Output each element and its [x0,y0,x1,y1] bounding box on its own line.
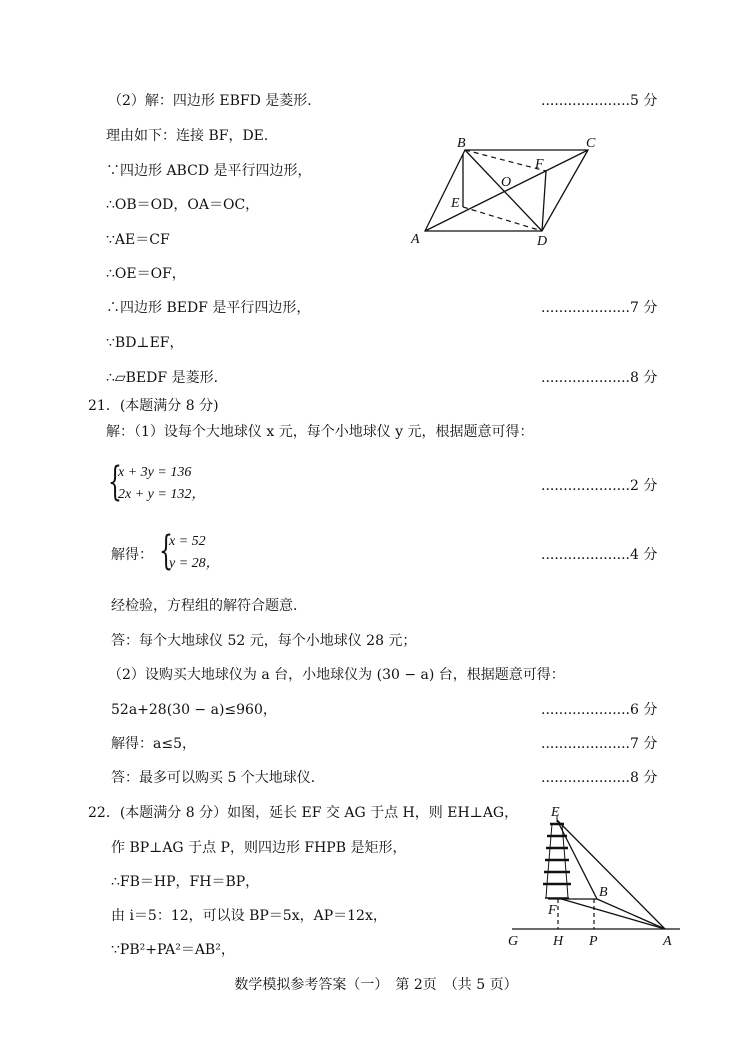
dashed-bf [465,150,546,171]
q21-part-2: （2）设购买大地球仪为 a 台，小地球仪为 (30 − a) 台，根据题意可得： [108,667,565,683]
label-f: F [535,157,544,172]
label-p: P [589,934,598,949]
diagonal-bd [465,150,542,231]
q20-score-7: ....................7 分 [541,300,658,316]
q21-system-brace: { [108,459,122,505]
label-d: D [537,234,548,249]
q20-score-8: ....................8 分 [541,370,658,386]
q21-solve-label: 解得： [111,547,153,563]
q21-score-8: ....................8 分 [541,770,658,786]
q21-solution-system [159,528,249,575]
q21-eq-1: x + 3y = 136 [118,465,192,480]
q21-solution-brace: { [159,528,173,574]
q20-line-2: 理由如下：连接 BF，DE． [106,128,278,144]
q21-sol-y: y = 28， [169,556,220,571]
q21-check: 经检验，方程组的解符合题意． [111,598,307,614]
q21-answer-2: 答：最多可以购买 5 个大地球仪． [111,770,325,786]
q21-eq-2: 2x + y = 132， [118,487,206,502]
q21-heading: 21．(本题满分 8 分) [88,398,219,414]
label-b: B [457,136,466,151]
q21-score-6: ....................6 分 [541,702,658,718]
pagoda-figure [500,800,690,950]
q20-line-4: ∴OB＝OD，OA＝OC， [106,197,260,213]
label-c: C [586,136,596,151]
q21-equation-system [108,459,248,506]
label-e: E [551,805,560,820]
label-b: B [599,885,608,900]
label-f: F [548,903,557,918]
label-e: E [451,196,460,211]
slope-ba [597,899,665,929]
segment-fd [542,171,546,231]
q21-score-7: ....................7 分 [541,736,658,752]
q22-line-2: 作 BP⊥AG 于点 P，则四边形 FHPB 是矩形， [111,840,407,856]
q20-line-1: （2）解：四边形 EBFD 是菱形． [108,93,322,109]
q21-inequality: 52a+28(30 − a)≤960， [111,702,277,718]
q22-line-1: 22．(本题满分 8 分）如图，延长 EF 交 AG 于点 H，则 EH⊥AG， [88,805,519,821]
q21-sol-x: x = 52 [169,534,206,549]
label-g: G [508,934,519,949]
pagoda-drawing [543,816,571,898]
q21-solve-2: 解得：a≤5， [111,736,196,752]
q20-line-3: ∵四边形 ABCD 是平行四边形， [106,163,312,179]
q22-line-3: ∴FB＝HP，FH＝BP， [111,874,260,890]
line-ea [557,820,665,929]
q22-line-4: 由 i＝5：12，可以设 BP＝5x，AP＝12x， [111,908,387,924]
diagonal-ac [425,150,588,231]
parallelogram-figure [405,130,605,250]
page-footer: 数学模拟参考答案（一） 第 2页 （共 5 页） [234,977,518,993]
label-o: O [501,175,512,190]
q20-line-9: ∴▱BEDF 是菱形． [106,370,228,386]
q20-score-5: ....................5 分 [541,93,658,109]
q20-line-8: ∵BD⊥EF， [106,335,184,351]
label-h: H [553,934,564,949]
label-a: A [663,934,672,949]
q21-answer-1: 答：每个大地球仪 52 元，每个小地球仪 28 元； [111,633,417,649]
q20-line-7: ∴四边形 BEDF 是平行四边形， [106,300,311,316]
label-a: A [411,232,420,247]
q21-score-4: ....................4 分 [541,547,658,563]
q21-score-2: ....................2 分 [541,478,658,494]
q20-line-6: ∴OE＝OF， [106,266,186,282]
q20-line-5: ∵AE＝CF [106,232,170,248]
q22-line-5: ∵PB²+PA²＝AB²， [111,942,235,958]
q21-line-1: 解：（1）设每个大地球仪 x 元，每个小地球仪 y 元，根据题意可得： [106,424,534,440]
